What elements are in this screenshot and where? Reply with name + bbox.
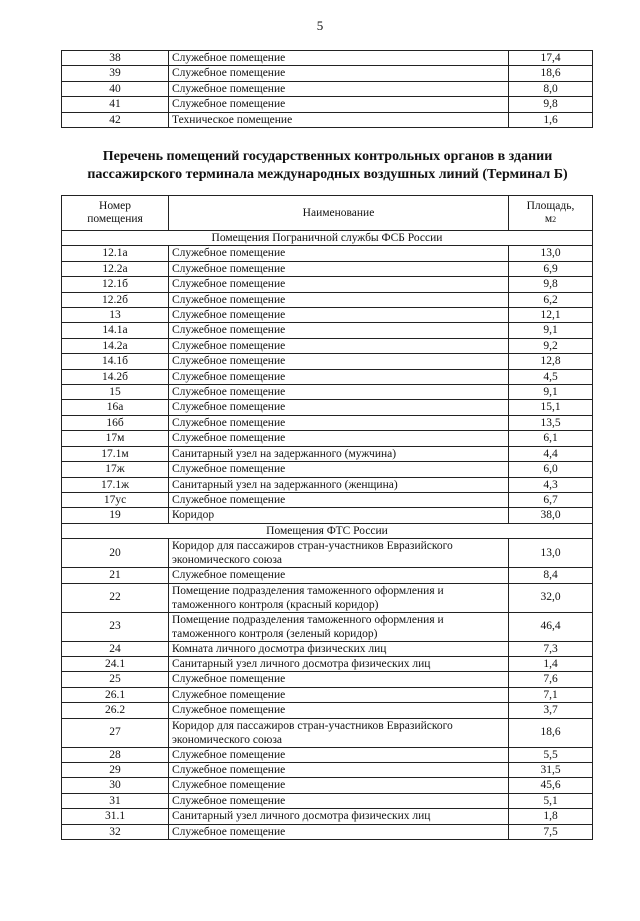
room-number-cell: 14.1а xyxy=(62,323,169,338)
table-row xyxy=(62,687,593,702)
room-name-cell: Помещение подразделения таможенного оформления и таможенного контроля (зеленый коридор) xyxy=(169,612,509,641)
room-area-cell: 6,7 xyxy=(509,492,593,507)
room-area-cell: 4,3 xyxy=(509,477,593,492)
table-row xyxy=(62,431,593,446)
room-number-cell: 30 xyxy=(62,778,169,793)
room-area-cell: 1,4 xyxy=(509,656,593,671)
room-number-cell: 17ус xyxy=(62,492,169,507)
room-name-cell: Коридор для пассажиров стран-участников Евразийского экономического союза xyxy=(169,539,509,568)
continued-rooms-table xyxy=(61,50,593,128)
room-name-cell: Служебное помещение xyxy=(169,778,509,793)
room-area-cell: 18,6 xyxy=(509,66,593,81)
room-name-cell: Служебное помещение xyxy=(169,277,509,292)
room-area-cell: 38,0 xyxy=(509,508,593,523)
table-row xyxy=(62,112,593,127)
table-row xyxy=(62,612,593,641)
room-area-cell: 1,8 xyxy=(509,809,593,824)
heading-line-2: пассажирского терминала международных воздушных линий (Терминал Б) xyxy=(87,167,568,182)
room-area-cell: 6,2 xyxy=(509,292,593,307)
room-area-cell: 6,1 xyxy=(509,431,593,446)
control-agencies-rooms-table xyxy=(61,195,593,840)
room-name-cell: Служебное помещение xyxy=(169,400,509,415)
room-name-cell: Служебное помещение xyxy=(169,385,509,400)
room-number-cell: 16а xyxy=(62,400,169,415)
room-name-cell: Служебное помещение xyxy=(169,747,509,762)
room-number-cell: 42 xyxy=(62,112,169,127)
table-row xyxy=(62,703,593,718)
room-number-cell: 17м xyxy=(62,431,169,446)
table-row xyxy=(62,762,593,777)
room-number-cell: 17ж xyxy=(62,462,169,477)
table-row xyxy=(62,385,593,400)
room-area-cell: 5,1 xyxy=(509,793,593,808)
header-area xyxy=(509,196,593,231)
room-number-cell: 23 xyxy=(62,612,169,641)
room-name-cell: Служебное помещение xyxy=(169,369,509,384)
room-number-cell: 12.2б xyxy=(62,292,169,307)
room-area-cell: 15,1 xyxy=(509,400,593,415)
room-name-cell: Техническое помещение xyxy=(169,112,509,127)
room-number-cell: 13 xyxy=(62,308,169,323)
room-number-cell: 21 xyxy=(62,568,169,583)
table-row xyxy=(62,793,593,808)
room-name-cell: Служебное помещение xyxy=(169,323,509,338)
table-row xyxy=(62,369,593,384)
room-area-cell: 31,5 xyxy=(509,762,593,777)
table-row xyxy=(62,824,593,839)
table-row xyxy=(62,277,593,292)
page-number: 5 xyxy=(316,18,324,33)
table-row xyxy=(62,51,593,66)
room-area-cell: 3,7 xyxy=(509,703,593,718)
table-row xyxy=(62,462,593,477)
header-name: Наименование xyxy=(169,196,509,231)
room-number-cell: 31 xyxy=(62,793,169,808)
table-row xyxy=(62,809,593,824)
room-name-cell: Служебное помещение xyxy=(169,492,509,507)
room-area-cell: 8,0 xyxy=(509,81,593,96)
room-area-cell: 5,5 xyxy=(509,747,593,762)
room-area-cell: 46,4 xyxy=(509,612,593,641)
room-name-cell: Служебное помещение xyxy=(169,462,509,477)
room-area-cell: 1,6 xyxy=(509,112,593,127)
table-row xyxy=(62,492,593,507)
room-number-cell: 17.1ж xyxy=(62,477,169,492)
room-area-cell: 12,8 xyxy=(509,354,593,369)
room-area-cell: 7,1 xyxy=(509,687,593,702)
room-area-cell: 7,5 xyxy=(509,824,593,839)
room-number-cell: 24 xyxy=(62,641,169,656)
room-area-cell: 13,5 xyxy=(509,415,593,430)
room-number-cell: 24.1 xyxy=(62,656,169,671)
table-row xyxy=(62,477,593,492)
table-row xyxy=(62,308,593,323)
section-heading xyxy=(40,148,615,184)
section-title-row xyxy=(62,523,593,538)
room-number-cell: 16б xyxy=(62,415,169,430)
room-area-cell: 13,0 xyxy=(509,246,593,261)
room-area-cell: 13,0 xyxy=(509,539,593,568)
room-number-cell: 41 xyxy=(62,97,169,112)
table-row xyxy=(62,718,593,747)
table-header-row xyxy=(62,196,593,231)
room-area-cell: 17,4 xyxy=(509,51,593,66)
room-number-cell: 14.1б xyxy=(62,354,169,369)
room-number-cell: 26.1 xyxy=(62,687,169,702)
room-area-cell: 45,6 xyxy=(509,778,593,793)
table-row xyxy=(62,338,593,353)
room-number-cell: 19 xyxy=(62,508,169,523)
room-name-cell: Коридор для пассажиров стран-участников Евразийского экономического союза xyxy=(169,718,509,747)
room-area-cell: 7,3 xyxy=(509,641,593,656)
room-area-cell: 7,6 xyxy=(509,672,593,687)
table-row xyxy=(62,246,593,261)
room-name-cell: Служебное помещение xyxy=(169,308,509,323)
room-name-cell: Санитарный узел личного досмотра физических лиц xyxy=(169,656,509,671)
room-name-cell: Служебное помещение xyxy=(169,97,509,112)
room-area-cell: 6,9 xyxy=(509,261,593,276)
table-row xyxy=(62,778,593,793)
room-number-cell: 20 xyxy=(62,539,169,568)
room-name-cell: Помещение подразделения таможенного оформления и таможенного контроля (красный коридор) xyxy=(169,583,509,612)
header-area-sup: 2 xyxy=(552,215,557,224)
room-number-cell: 29 xyxy=(62,762,169,777)
table-row xyxy=(62,539,593,568)
table-row xyxy=(62,446,593,461)
section-title: Помещения ФТС России xyxy=(62,523,593,538)
room-name-cell: Служебное помещение xyxy=(169,81,509,96)
room-area-cell: 4,5 xyxy=(509,369,593,384)
room-number-cell: 12.1б xyxy=(62,277,169,292)
section-title-row xyxy=(62,231,593,246)
room-number-cell: 14.2а xyxy=(62,338,169,353)
room-name-cell: Служебное помещение xyxy=(169,568,509,583)
room-name-cell: Служебное помещение xyxy=(169,672,509,687)
table-row xyxy=(62,81,593,96)
table-row xyxy=(62,641,593,656)
room-number-cell: 39 xyxy=(62,66,169,81)
room-name-cell: Санитарный узел на задержанного (мужчина) xyxy=(169,446,509,461)
table-row xyxy=(62,508,593,523)
room-area-cell: 9,8 xyxy=(509,277,593,292)
room-name-cell: Коридор xyxy=(169,508,509,523)
room-number-cell: 25 xyxy=(62,672,169,687)
room-number-cell: 32 xyxy=(62,824,169,839)
room-area-cell: 9,1 xyxy=(509,323,593,338)
room-number-cell: 22 xyxy=(62,583,169,612)
table-row xyxy=(62,415,593,430)
room-number-cell: 27 xyxy=(62,718,169,747)
room-name-cell: Служебное помещение xyxy=(169,415,509,430)
room-name-cell: Служебное помещение xyxy=(169,687,509,702)
header-room-number-line1: Номер xyxy=(99,200,131,212)
room-name-cell: Служебное помещение xyxy=(169,338,509,353)
room-name-cell: Служебное помещение xyxy=(169,246,509,261)
table-row xyxy=(62,97,593,112)
room-number-cell: 40 xyxy=(62,81,169,96)
table-row xyxy=(62,747,593,762)
room-area-cell: 9,8 xyxy=(509,97,593,112)
table-row xyxy=(62,583,593,612)
room-name-cell: Служебное помещение xyxy=(169,762,509,777)
room-name-cell: Служебное помещение xyxy=(169,51,509,66)
table-row xyxy=(62,568,593,583)
room-number-cell: 14.2б xyxy=(62,369,169,384)
room-name-cell: Санитарный узел личного досмотра физических лиц xyxy=(169,809,509,824)
room-area-cell: 6,0 xyxy=(509,462,593,477)
section-title: Помещения Пограничной службы ФСБ России xyxy=(62,231,593,246)
room-name-cell: Служебное помещение xyxy=(169,703,509,718)
room-area-cell: 8,4 xyxy=(509,568,593,583)
header-room-number-line2: помещения xyxy=(87,213,143,225)
room-number-cell: 31.1 xyxy=(62,809,169,824)
table-row xyxy=(62,66,593,81)
room-name-cell: Служебное помещение xyxy=(169,431,509,446)
heading-line-1: Перечень помещений государственных контрольных органов в здании xyxy=(102,149,553,164)
room-name-cell: Служебное помещение xyxy=(169,261,509,276)
room-number-cell: 12.2а xyxy=(62,261,169,276)
room-number-cell: 26.2 xyxy=(62,703,169,718)
room-name-cell: Служебное помещение xyxy=(169,354,509,369)
header-area-unit: м xyxy=(544,213,553,225)
room-name-cell: Служебное помещение xyxy=(169,793,509,808)
continued-rooms-body xyxy=(62,51,593,128)
table-row xyxy=(62,672,593,687)
room-area-cell: 32,0 xyxy=(509,583,593,612)
room-area-cell: 18,6 xyxy=(509,718,593,747)
room-number-cell: 17.1м xyxy=(62,446,169,461)
room-area-cell: 12,1 xyxy=(509,308,593,323)
room-name-cell: Комната личного досмотра физических лиц xyxy=(169,641,509,656)
room-area-cell: 4,4 xyxy=(509,446,593,461)
room-number-cell: 15 xyxy=(62,385,169,400)
table-row xyxy=(62,292,593,307)
table-row xyxy=(62,656,593,671)
room-number-cell: 28 xyxy=(62,747,169,762)
room-area-cell: 9,2 xyxy=(509,338,593,353)
room-number-cell: 12.1а xyxy=(62,246,169,261)
table-row xyxy=(62,323,593,338)
header-room-number xyxy=(62,196,169,231)
control-agencies-rooms-body xyxy=(62,231,593,840)
table-row xyxy=(62,354,593,369)
header-area-line1: Площадь, xyxy=(526,200,575,212)
room-name-cell: Служебное помещение xyxy=(169,824,509,839)
room-number-cell: 38 xyxy=(62,51,169,66)
room-area-cell: 9,1 xyxy=(509,385,593,400)
table-row xyxy=(62,400,593,415)
room-name-cell: Служебное помещение xyxy=(169,292,509,307)
table-row xyxy=(62,261,593,276)
room-name-cell: Санитарный узел на задержанного (женщина) xyxy=(169,477,509,492)
room-name-cell: Служебное помещение xyxy=(169,66,509,81)
